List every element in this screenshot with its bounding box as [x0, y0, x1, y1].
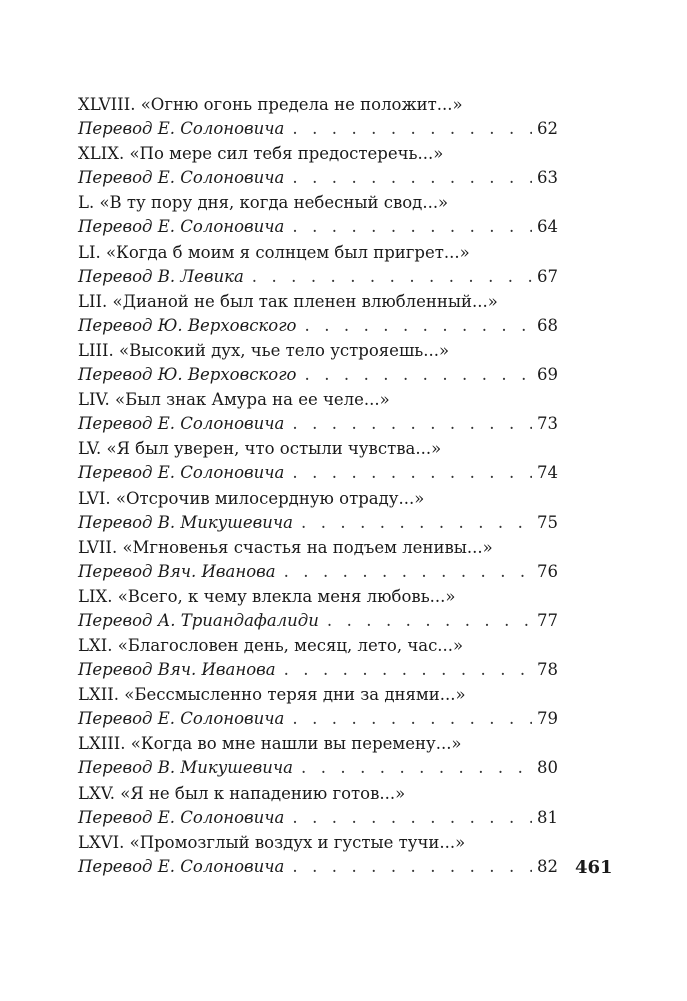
dot-leader — [284, 560, 532, 584]
translator-name: Перевод Е. Солоновича — [78, 217, 285, 237]
page-reference: 68 — [537, 315, 558, 335]
page-reference: 62 — [537, 119, 558, 138]
translator-line — [78, 166, 558, 190]
dot-leader — [292, 806, 532, 830]
translator-line — [78, 560, 558, 584]
translator-name: Перевод В. Левика — [78, 266, 244, 286]
translator-name: Перевод Е. Солоновича — [78, 709, 285, 729]
translator-name: Перевод В. Микушевича — [78, 512, 294, 532]
poem-title: LXII. «Бессмысленно теряя дни за днями...» — [78, 685, 466, 705]
translator-name: Перевод Вяч. Иванова — [78, 561, 276, 581]
poem-title: LXIII. «Когда во мне нашли вы перемену...» — [78, 734, 462, 754]
toc-entry — [78, 388, 558, 437]
page-reference: 75 — [537, 512, 558, 532]
poem-title: LXVI. «Промозглый воздух и густые тучи...» — [78, 832, 466, 852]
table-of-contents — [78, 93, 558, 880]
translator-name: Перевод Ю. Верховского — [78, 364, 297, 384]
page-reference: 69 — [537, 364, 558, 384]
dot-leader — [301, 511, 532, 535]
dot-leader — [305, 363, 533, 387]
translator-line — [78, 855, 558, 879]
dot-leader — [252, 265, 532, 289]
dot-leader — [292, 166, 532, 190]
dot-leader — [305, 314, 533, 338]
toc-entry — [78, 290, 558, 339]
toc-entry — [78, 191, 558, 240]
dot-leader — [292, 707, 532, 731]
translator-name: Перевод А. Триандафалиди — [78, 610, 319, 630]
toc-entry — [78, 831, 558, 880]
translator-name: Перевод Е. Солоновича — [78, 168, 285, 188]
translator-name: Перевод Е. Солоновича — [78, 119, 285, 138]
translator-line — [78, 412, 558, 436]
page-reference: 74 — [537, 463, 558, 483]
toc-entry — [78, 634, 558, 683]
translator-line — [78, 609, 558, 633]
page-reference: 67 — [537, 266, 558, 286]
translator-name: Перевод Е. Солоновича — [78, 463, 285, 483]
dot-leader — [292, 412, 532, 436]
page-reference: 81 — [537, 807, 558, 827]
poem-title: LVII. «Мгновенья счастья на подъем ленивы...» — [78, 537, 493, 557]
poem-title: LVI. «Отсрочив милосердную отраду...» — [78, 488, 425, 508]
toc-entry — [78, 93, 558, 142]
toc-entry — [78, 339, 558, 388]
toc-entry — [78, 241, 558, 290]
poem-title: LV. «Я был уверен, что остыли чувства...» — [78, 439, 442, 459]
toc-entry — [78, 437, 558, 486]
page-reference: 82 — [537, 856, 558, 876]
translator-line — [78, 707, 558, 731]
translator-name: Перевод Вяч. Иванова — [78, 660, 276, 680]
dot-leader — [292, 855, 532, 879]
translator-line — [78, 314, 558, 338]
poem-title: XLIX. «По мере сил тебя предостеречь...» — [78, 144, 444, 164]
page-reference: 63 — [537, 168, 558, 188]
poem-title: L. «В ту пору дня, когда небесный свод...» — [78, 193, 449, 213]
dot-leader — [284, 658, 532, 682]
translator-line — [78, 806, 558, 830]
translator-line — [78, 461, 558, 485]
translator-name: Перевод Е. Солоновича — [78, 856, 285, 876]
translator-name: Перевод Е. Солоновича — [78, 414, 285, 434]
translator-line — [78, 265, 558, 289]
toc-entry — [78, 782, 558, 831]
toc-entry — [78, 142, 558, 191]
poem-title: LIV. «Был знак Амура на ее челе...» — [78, 390, 390, 410]
translator-name: Перевод Е. Солоновича — [78, 807, 285, 827]
translator-line — [78, 658, 558, 682]
translator-line — [78, 117, 558, 141]
translator-line — [78, 215, 558, 239]
page-number: 461 — [575, 857, 613, 878]
dot-leader — [327, 609, 532, 633]
toc-entry — [78, 683, 558, 732]
poem-title: LIII. «Высокий дух, чье тело устрояешь...» — [78, 340, 450, 360]
toc-entry — [78, 732, 558, 781]
toc-entry — [78, 585, 558, 634]
translator-name: Перевод В. Микушевича — [78, 758, 294, 778]
poem-title: LII. «Дианой не был так пленен влюбленный...» — [78, 291, 498, 311]
page-reference: 77 — [537, 610, 558, 630]
toc-entry — [78, 536, 558, 585]
poem-title: XLVIII. «Огню огонь предела не положит...» — [78, 95, 463, 114]
page-reference: 78 — [537, 660, 558, 680]
translator-line — [78, 511, 558, 535]
dot-leader — [301, 756, 532, 780]
page-reference: 76 — [537, 561, 558, 581]
dot-leader — [292, 461, 532, 485]
dot-leader — [292, 117, 532, 141]
page-reference: 64 — [537, 217, 558, 237]
translator-line — [78, 363, 558, 387]
page-reference: 80 — [537, 758, 558, 778]
translator-line — [78, 756, 558, 780]
poem-title: LIX. «Всего, к чему влекла меня любовь...» — [78, 586, 456, 606]
dot-leader — [292, 215, 532, 239]
translator-name: Перевод Ю. Верховского — [78, 315, 297, 335]
poem-title: LI. «Когда б моим я солнцем был пригрет...» — [78, 242, 470, 262]
poem-title: LXV. «Я не был к нападению готов...» — [78, 783, 406, 803]
page-reference: 73 — [537, 414, 558, 434]
poem-title: LXI. «Благословен день, месяц, лето, час...» — [78, 636, 464, 656]
page-reference: 79 — [537, 709, 558, 729]
toc-entry — [78, 487, 558, 536]
